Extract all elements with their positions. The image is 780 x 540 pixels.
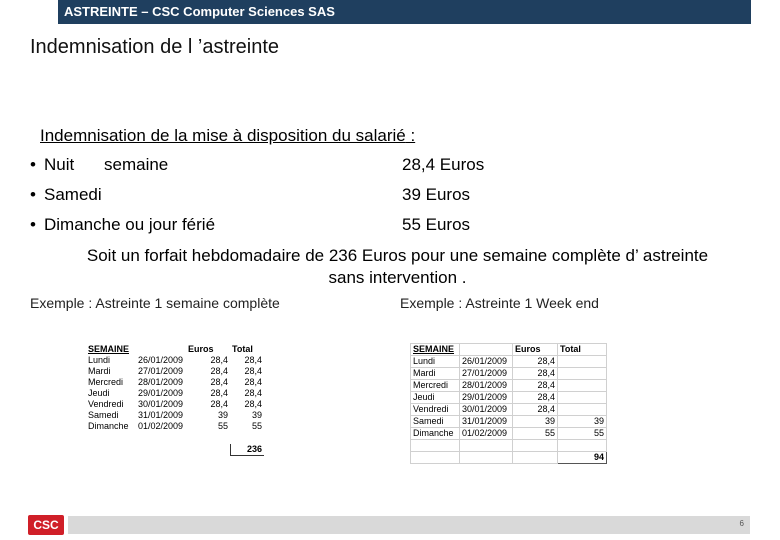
header-title: ASTREINTE – CSC Computer Sciences SAS [64, 4, 335, 19]
euros-cell: 28,4 [210, 366, 228, 376]
bullet-icon: • [30, 155, 36, 174]
date-cell: 01/02/2009 [138, 421, 184, 431]
euros-cell: 28,4 [513, 380, 558, 392]
total-cell [558, 356, 607, 368]
total-cell: 28,4 [244, 355, 262, 365]
euros-cell: 28,4 [210, 377, 228, 387]
day-cell: Lundi [88, 355, 111, 365]
summary-text [40, 245, 755, 289]
table-row [86, 366, 264, 377]
table-header-row [86, 344, 264, 355]
euros-cell: 39 [217, 410, 228, 420]
day-cell: Mardi [411, 368, 460, 380]
total-cell: 39 [558, 416, 607, 428]
header-cell: Total [558, 344, 607, 356]
euros-cell: 39 [513, 416, 558, 428]
rate-label: Dimanche ou jour férié [44, 215, 216, 234]
total-cell [558, 368, 607, 380]
rate-amount: 39 Euros [402, 185, 471, 204]
header-cell: SEMAINE [411, 344, 460, 356]
euros-cell: 28,4 [513, 404, 558, 416]
day-cell: Dimanche [88, 421, 129, 431]
date-cell: 28/01/2009 [138, 377, 184, 387]
day-cell: Jeudi [88, 388, 110, 398]
day-cell: Dimanche [411, 428, 460, 440]
day-cell: Jeudi [411, 392, 460, 404]
header-cell: SEMAINE [88, 344, 130, 354]
example1-table [86, 344, 264, 456]
rate-amount: 55 Euros [402, 215, 471, 234]
grand-total-cell: 236 [230, 444, 264, 456]
euros-cell: 28,4 [513, 368, 558, 380]
date-cell: 31/01/2009 [138, 410, 184, 420]
table-row [411, 368, 607, 380]
day-cell: Samedi [411, 416, 460, 428]
csc-logo: CSC [28, 515, 64, 535]
total-cell: 28,4 [244, 388, 262, 398]
header-cell: Euros [188, 344, 214, 354]
bullet-icon: • [30, 185, 36, 204]
euros-cell: 28,4 [513, 356, 558, 368]
table-row [411, 404, 607, 416]
header-cell: Total [232, 344, 253, 354]
table-row [86, 377, 264, 388]
table-row [411, 356, 607, 368]
day-cell: Mercredi [88, 377, 124, 387]
euros-cell: 28,4 [210, 388, 228, 398]
section-heading-text: Indemnisation de la mise à disposition du salarié [40, 126, 406, 145]
total-cell: 28,4 [244, 366, 262, 376]
total-cell [558, 392, 607, 404]
date-cell: 26/01/2009 [460, 356, 513, 368]
table-header-row [411, 344, 607, 356]
euros-cell: 55 [217, 421, 228, 431]
rate-label: Nuit [44, 155, 75, 174]
total-cell: 55 [251, 421, 262, 431]
euros-cell: 28,4 [210, 355, 228, 365]
footer-bar [68, 516, 750, 534]
date-cell: 28/01/2009 [460, 380, 513, 392]
rate-amount: 28,4 Euros [402, 155, 485, 174]
header-bar [58, 0, 751, 24]
table-row [411, 428, 607, 440]
rate-row-saturday [30, 185, 530, 207]
total-cell: 39 [251, 410, 262, 420]
table-row [411, 416, 607, 428]
day-cell: Samedi [88, 410, 119, 420]
example2-caption: Exemple : Astreinte 1 Week end [400, 295, 599, 311]
rate-label-secondary: semaine [104, 155, 169, 174]
total-cell: 28,4 [244, 399, 262, 409]
day-cell: Mercredi [411, 380, 460, 392]
example2-table [410, 343, 607, 464]
total-cell [558, 404, 607, 416]
summary-line-1: Soit un forfait hebdomadaire de 236 Euros pour une semaine complète d’ astreinte [86, 246, 709, 265]
total-cell: 28,4 [244, 377, 262, 387]
date-cell: 26/01/2009 [138, 355, 184, 365]
total-cell [558, 380, 607, 392]
date-cell: 31/01/2009 [460, 416, 513, 428]
table-row [411, 392, 607, 404]
table-row [86, 355, 264, 366]
page-number: 6 [739, 519, 744, 528]
date-cell: 29/01/2009 [460, 392, 513, 404]
table-row [86, 421, 264, 432]
page-title: Indemnisation de l ’astreinte [30, 36, 280, 58]
day-cell: Vendredi [88, 399, 124, 409]
date-cell: 01/02/2009 [460, 428, 513, 440]
euros-cell: 28,4 [210, 399, 228, 409]
date-cell: 29/01/2009 [138, 388, 184, 398]
table-row [86, 399, 264, 410]
total-row [411, 452, 607, 464]
table-row [411, 380, 607, 392]
rate-row-night [30, 155, 530, 177]
bullet-icon: • [30, 215, 36, 234]
total-cell: 55 [558, 428, 607, 440]
summary-line-2: sans intervention . [328, 268, 467, 287]
header-cell: Euros [513, 344, 558, 356]
date-cell: 30/01/2009 [460, 404, 513, 416]
grand-total-cell: 94 [558, 452, 607, 464]
rate-row-sunday [30, 215, 530, 237]
date-cell: 30/01/2009 [138, 399, 184, 409]
header-cell [460, 344, 513, 356]
section-heading [40, 126, 415, 146]
euros-cell: 55 [513, 428, 558, 440]
section-heading-colon: : [405, 126, 416, 145]
rate-label: Samedi [44, 185, 102, 204]
total-row [86, 444, 264, 456]
date-cell: 27/01/2009 [138, 366, 184, 376]
table-row [86, 388, 264, 399]
example1-caption: Exemple : Astreinte 1 semaine complète [30, 295, 280, 311]
day-cell: Mardi [88, 366, 111, 376]
date-cell: 27/01/2009 [460, 368, 513, 380]
table-row [86, 410, 264, 421]
header-cell [136, 344, 186, 355]
day-cell: Vendredi [411, 404, 460, 416]
day-cell: Lundi [411, 356, 460, 368]
euros-cell: 28,4 [513, 392, 558, 404]
